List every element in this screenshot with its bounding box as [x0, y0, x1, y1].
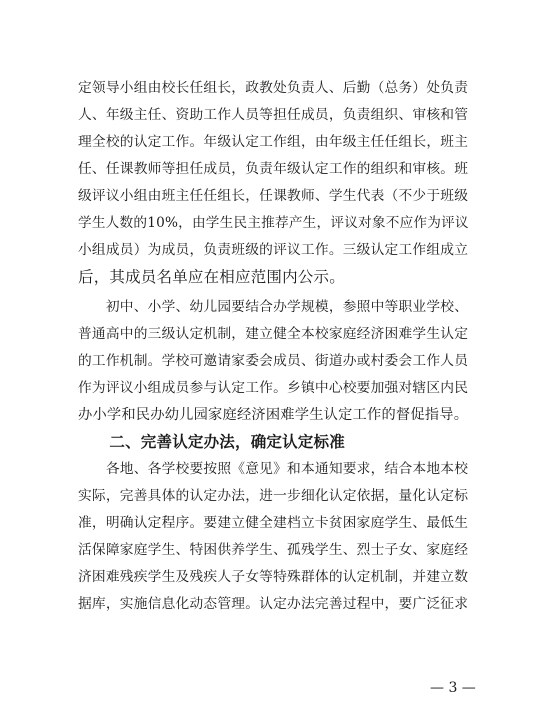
body-text-line: 各地、各学校要按照《意见》和本通知要求，结合本地本校: [78, 461, 469, 477]
body-text-line: 准，明确认定程序。要建立健全建档立卡贫困家庭学生、最低生: [78, 515, 469, 531]
page-number: — 3 —: [430, 680, 476, 696]
body-text-line: 活保障家庭学生、特困供养学生、孤残学生、烈士子女、家庭经: [78, 542, 469, 558]
body-text-line: 据库，实施信息化动态管理。认定办法完善过程中，要广泛征求: [78, 596, 469, 612]
body-text-line: 任、任课教师等担任成员，负责年级认定工作的组织和审核。班: [78, 161, 469, 177]
body-text-line: 作为评议小组成员参与认定工作。乡镇中心校要加强对辖区内民: [78, 380, 469, 396]
body-text-line: 实际，完善具体的认定办法，进一步细化认定依据，量化认定标: [78, 488, 469, 504]
body-text-line: 办小学和民办幼儿园家庭经济困难学生认定工作的督促指导。: [78, 407, 469, 423]
body-text-line: 级评议小组由班主任任组长，任课教师、学生代表（不少于班级: [78, 188, 469, 204]
body-text-line: 普通高中的三级认定机制，建立健全本校家庭经济困难学生认定: [78, 326, 469, 342]
body-text-line: 的工作机制。学校可邀请家委会成员、街道办或村委会工作人员: [78, 353, 469, 369]
section-heading: 二、完善认定办法，确定认定标准: [78, 433, 345, 451]
body-text-line: 定领导小组由校长任组长，政教处负责人、后勤（总务）处负责: [78, 80, 469, 96]
body-text-line: 学生人数的10%，由学生民主推荐产生，评议对象不应作为评议: [78, 215, 469, 231]
body-text-line: 后，其成员名单应在相应范围内公示。: [78, 268, 345, 286]
body-text-line: 小组成员）为成员，负责班级的评议工作。三级认定工作组成立: [78, 242, 469, 258]
body-text-line: 理全校的认定工作。年级认定工作组，由年级主任任组长，班主: [78, 134, 469, 150]
body-text-line: 济困难残疾学生及残疾人子女等特殊群体的认定机制，并建立数: [78, 569, 469, 585]
body-text-line: 初中、小学、幼儿园要结合办学规模，参照中等职业学校、: [78, 299, 469, 315]
body-text-line: 人、年级主任、资助工作人员等担任成员，负责组织、审核和管: [78, 107, 469, 123]
